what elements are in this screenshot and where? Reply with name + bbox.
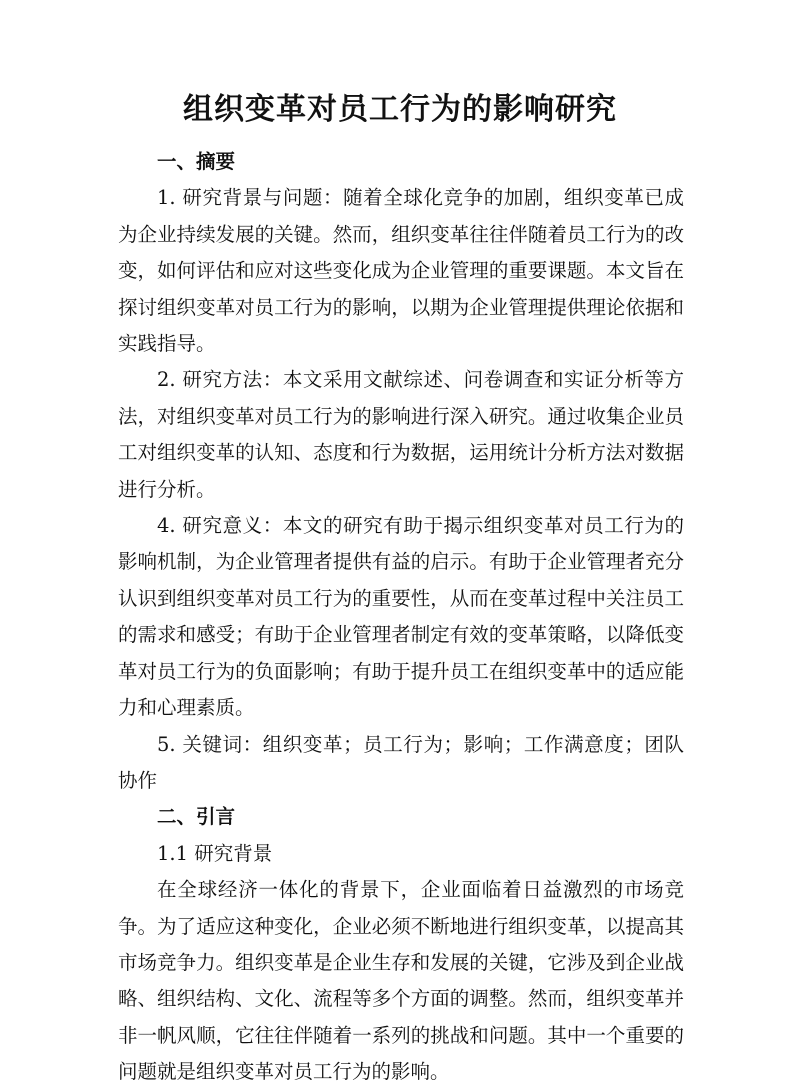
introduction-paragraph: 在全球经济一体化的背景下，企业面临着日益激烈的市场竞争。为了适应这种变化，企业必须不断地进行组织变革，以提高其市场竞争力。组织变革是企业生存和发展的关键，它涉及到企业战略、组织结构、文化、流程等多个方面的调整。然而，组织变革并非一帆风顺，它往往伴随着一系列的挑战和问题。其中一个重要的问题就是组织变革对员工行为的影响。: [118, 878, 684, 1084]
subsection-heading-background: 1.1 研究背景: [157, 841, 273, 865]
abstract-item-significance: 4. 研究意义：本文的研究有助于揭示组织变革对员工行为的影响机制，为企业管理者提供有益的启示。有助于企业管理者充分认识到组织变革对员工行为的重要性，从而在变革过程中关注员工的需求和感受；有助于企业管理者制定有效的变革策略，以降低变革对员工行为的负面影响；有助于提升员工在组织变革中的适应能力和心理素质。: [118, 514, 684, 720]
section-heading-abstract: 一、摘要: [157, 150, 236, 173]
section-heading-introduction: 二、引言: [157, 805, 236, 829]
abstract-item-background: 1. 研究背景与问题：随着全球化竞争的加剧，组织变革已成为企业持续发展的关键。然而，组织变革往往伴随着员工行为的改变，如何评估和应对这些变化成为企业管理的重要课题。本文旨在探讨组织变革对员工行为的影响，以期为企业管理提供理论依据和实践指导。: [118, 186, 684, 356]
abstract-item-method: 2. 研究方法：本文采用文献综述、问卷调查和实证分析等方法，对组织变革对员工行为的影响进行深入研究。通过收集企业员工对组织变革的认知、态度和行为数据，运用统计分析方法对数据进行分析。: [118, 368, 684, 501]
document-title: 组织变革对员工行为的影响研究: [183, 92, 617, 127]
document-body: [118, 144, 684, 1091]
abstract-item-keywords: 5. 关键词：组织变革；员工行为；影响；工作满意度；团队协作: [118, 732, 684, 792]
